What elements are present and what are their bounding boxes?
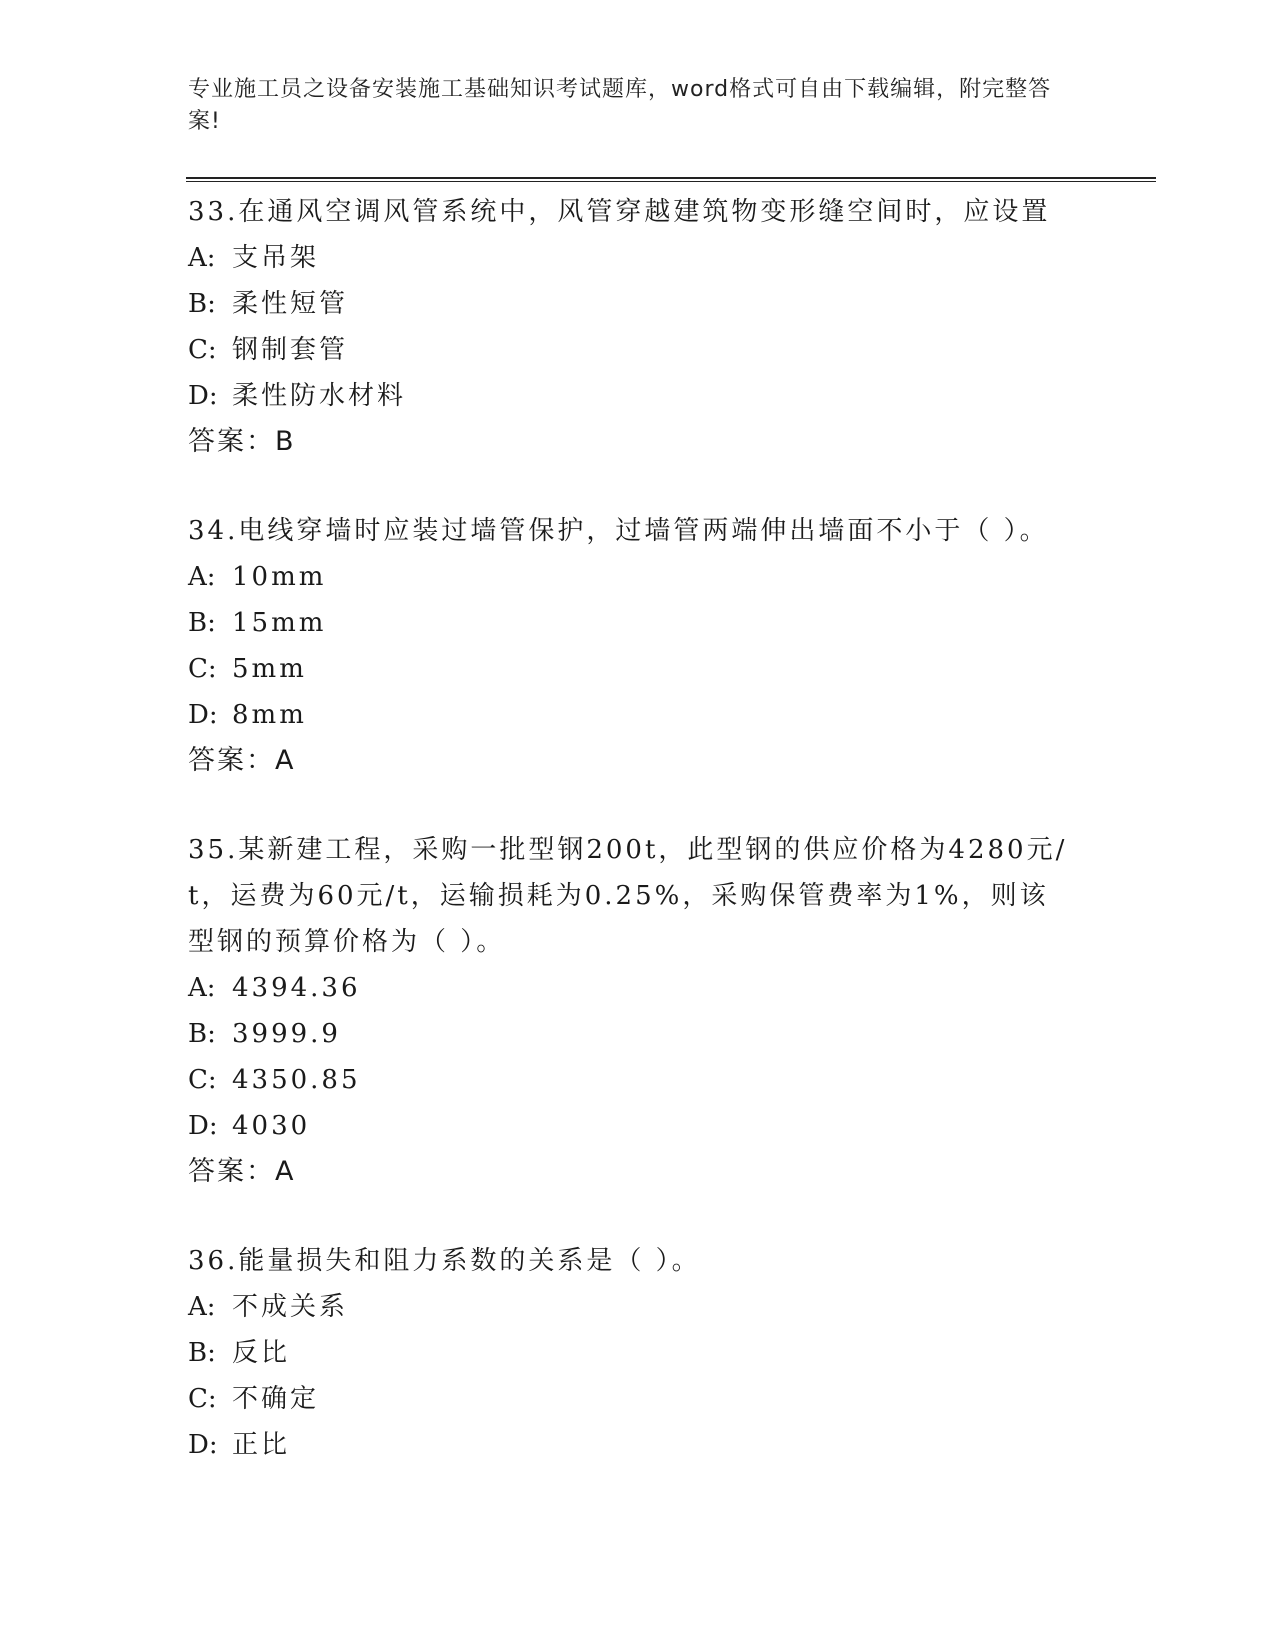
option-c [188, 1057, 1108, 1103]
option-letter: C: [188, 654, 217, 684]
question-item [188, 827, 1108, 1195]
option-letter: D: [188, 1430, 218, 1460]
answer-line: 答案：B [188, 426, 296, 457]
option-letter: D: [188, 700, 218, 730]
document-header: 专业施工员之设备安装施工基础知识考试题库，word格式可自由下载编辑，附完整答案! [188, 77, 1052, 134]
option-text: 柔性防水材料 [232, 381, 407, 411]
option-text: 支吊架 [232, 243, 320, 273]
option-letter: A: [188, 243, 216, 273]
option-text: 5mm [232, 654, 307, 684]
option-letter: D: [188, 1111, 218, 1141]
question-text: 35.某新建工程，采购一批型钢200t，此型钢的供应价格为4280元/t，运费为60元/t，运输损耗为0.25%，采购保管费率为1%，则该型钢的预算价格为（ ）。 [188, 835, 1068, 957]
option-letter: C: [188, 335, 217, 365]
answer-line: 答案：A [188, 1156, 296, 1187]
question-item [188, 1238, 1108, 1468]
option-text: 钢制套管 [232, 335, 349, 365]
option-text: 反比 [232, 1338, 291, 1368]
question-text: 36.能量损失和阻力系数的关系是（ ）。 [188, 1246, 701, 1276]
option-text: 4394.36 [232, 973, 361, 1003]
option-d [188, 1103, 1108, 1149]
option-b [188, 600, 1108, 646]
option-text: 4030 [232, 1111, 311, 1141]
option-b [188, 281, 1108, 327]
option-d [188, 692, 1108, 738]
question-item [188, 508, 1108, 784]
header-divider-thin [186, 181, 1156, 182]
option-letter: C: [188, 1065, 217, 1095]
option-letter: B: [188, 1019, 216, 1049]
option-c [188, 646, 1108, 692]
option-text: 不确定 [232, 1384, 320, 1414]
option-b [188, 1330, 1108, 1376]
option-d [188, 1422, 1108, 1468]
option-a [188, 554, 1108, 600]
option-text: 10mm [232, 562, 327, 592]
option-a [188, 235, 1108, 281]
option-letter: A: [188, 973, 216, 1003]
option-letter: B: [188, 608, 216, 638]
option-a [188, 965, 1108, 1011]
option-letter: A: [188, 562, 216, 592]
answer-line: 答案：A [188, 745, 296, 776]
option-letter: D: [188, 381, 218, 411]
option-letter: A: [188, 1292, 216, 1322]
option-text: 不成关系 [232, 1292, 349, 1322]
question-list [188, 189, 1108, 1468]
option-text: 15mm [232, 608, 327, 638]
option-b [188, 1011, 1108, 1057]
option-text: 8mm [232, 700, 307, 730]
header-divider [186, 177, 1156, 179]
question-item [188, 189, 1108, 465]
option-text: 柔性短管 [232, 289, 349, 319]
option-d [188, 373, 1108, 419]
option-text: 4350.85 [232, 1065, 361, 1095]
question-text: 34.电线穿墙时应装过墙管保护，过墙管两端伸出墙面不小于（ ）。 [188, 516, 1049, 546]
question-text: 33.在通风空调风管系统中，风管穿越建筑物变形缝空间时，应设置 [188, 197, 1051, 227]
option-c [188, 1376, 1108, 1422]
option-text: 3999.9 [232, 1019, 341, 1049]
option-letter: B: [188, 289, 216, 319]
option-letter: B: [188, 1338, 216, 1368]
option-a [188, 1284, 1108, 1330]
option-letter: C: [188, 1384, 217, 1414]
option-text: 正比 [232, 1430, 291, 1460]
option-c [188, 327, 1108, 373]
